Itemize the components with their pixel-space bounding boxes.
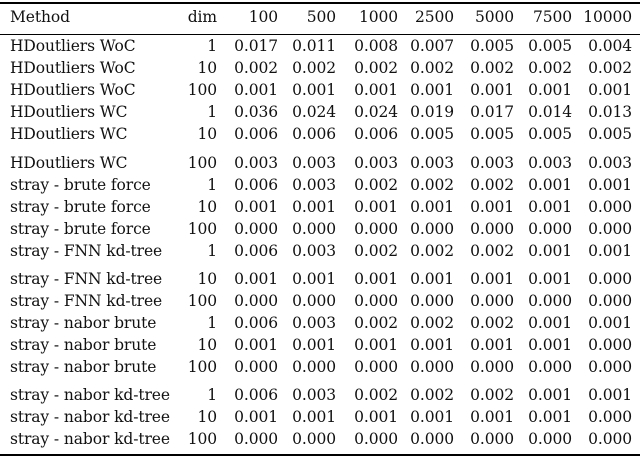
cell-n2500: 0.019 — [410, 103, 454, 121]
cell-method: HDoutliers WoC — [10, 59, 136, 77]
table-row — [0, 290, 640, 312]
cell-n1000: 0.002 — [354, 386, 398, 404]
cell-n10000: 0.000 — [588, 408, 632, 426]
cell-n100: 0.000 — [234, 358, 278, 376]
cell-n1000: 0.002 — [354, 59, 398, 77]
cell-n10000: 0.000 — [588, 220, 632, 238]
cell-n2500: 0.002 — [410, 242, 454, 260]
table-row — [0, 312, 640, 334]
cell-n500: 0.001 — [292, 198, 336, 216]
cell-n2500: 0.002 — [410, 386, 454, 404]
cell-n1000: 0.000 — [354, 220, 398, 238]
cell-n2500: 0.001 — [410, 198, 454, 216]
table-row — [0, 57, 640, 79]
cell-dim: 100 — [187, 358, 217, 376]
cell-n500: 0.003 — [292, 154, 336, 172]
cell-dim: 1 — [207, 386, 217, 404]
cell-method: stray - nabor kd-tree — [10, 408, 170, 426]
header-row — [0, 6, 640, 28]
cell-n500: 0.006 — [292, 125, 336, 143]
cell-n5000: 0.017 — [470, 103, 514, 121]
cell-n500: 0.002 — [292, 59, 336, 77]
cell-n5000: 0.002 — [470, 386, 514, 404]
header-dim: dim — [187, 8, 217, 26]
cell-n1000: 0.001 — [354, 336, 398, 354]
cell-n2500: 0.002 — [410, 176, 454, 194]
top-rule — [0, 2, 640, 4]
cell-n10000: 0.001 — [588, 176, 632, 194]
cell-n1000: 0.001 — [354, 408, 398, 426]
cell-dim: 10 — [197, 59, 217, 77]
cell-n500: 0.011 — [292, 37, 336, 55]
cell-n5000: 0.001 — [470, 198, 514, 216]
cell-n1000: 0.006 — [354, 125, 398, 143]
cell-n10000: 0.013 — [588, 103, 632, 121]
cell-n1000: 0.024 — [354, 103, 398, 121]
cell-n2500: 0.002 — [410, 314, 454, 332]
cell-n5000: 0.003 — [470, 154, 514, 172]
cell-n100: 0.001 — [234, 336, 278, 354]
table-row — [0, 79, 640, 101]
cell-method: HDoutliers WoC — [10, 37, 136, 55]
table-row — [0, 334, 640, 356]
cell-n100: 0.003 — [234, 154, 278, 172]
cell-dim: 1 — [207, 314, 217, 332]
cell-n7500: 0.001 — [528, 242, 572, 260]
cell-n5000: 0.002 — [470, 59, 514, 77]
cell-n100: 0.006 — [234, 176, 278, 194]
cell-method: stray - brute force — [10, 176, 151, 194]
cell-n1000: 0.003 — [354, 154, 398, 172]
cell-n5000: 0.000 — [470, 358, 514, 376]
cell-n7500: 0.001 — [528, 270, 572, 288]
cell-n500: 0.000 — [292, 220, 336, 238]
cell-n500: 0.003 — [292, 314, 336, 332]
cell-method: HDoutliers WC — [10, 154, 128, 172]
cell-n500: 0.024 — [292, 103, 336, 121]
cell-n500: 0.001 — [292, 81, 336, 99]
header-5000: 5000 — [474, 8, 514, 26]
cell-n2500: 0.001 — [410, 270, 454, 288]
cell-n100: 0.001 — [234, 198, 278, 216]
cell-n5000: 0.000 — [470, 220, 514, 238]
cell-n2500: 0.000 — [410, 430, 454, 448]
bottom-rule — [0, 454, 640, 456]
cell-n2500: 0.005 — [410, 125, 454, 143]
cell-dim: 1 — [207, 242, 217, 260]
cell-n10000: 0.000 — [588, 198, 632, 216]
cell-method: stray - FNN kd-tree — [10, 242, 163, 260]
cell-n100: 0.006 — [234, 314, 278, 332]
cell-n5000: 0.001 — [470, 408, 514, 426]
cell-n10000: 0.005 — [588, 125, 632, 143]
table-row — [0, 428, 640, 450]
cell-n2500: 0.001 — [410, 408, 454, 426]
cell-n500: 0.000 — [292, 430, 336, 448]
cell-method: HDoutliers WC — [10, 125, 128, 143]
cell-n7500: 0.001 — [528, 336, 572, 354]
cell-n5000: 0.005 — [470, 125, 514, 143]
header-10000: 10000 — [583, 8, 632, 26]
cell-dim: 1 — [207, 103, 217, 121]
cell-n2500: 0.000 — [410, 292, 454, 310]
cell-n5000: 0.000 — [470, 292, 514, 310]
cell-n10000: 0.000 — [588, 292, 632, 310]
cell-method: stray - FNN kd-tree — [10, 270, 163, 288]
cell-n2500: 0.003 — [410, 154, 454, 172]
table-row — [0, 174, 640, 196]
cell-n7500: 0.002 — [528, 59, 572, 77]
cell-n5000: 0.001 — [470, 336, 514, 354]
table-row — [0, 384, 640, 406]
cell-n10000: 0.000 — [588, 336, 632, 354]
cell-n10000: 0.001 — [588, 81, 632, 99]
cell-n100: 0.006 — [234, 242, 278, 260]
cell-n100: 0.000 — [234, 292, 278, 310]
cell-n500: 0.001 — [292, 408, 336, 426]
cell-n1000: 0.002 — [354, 242, 398, 260]
cell-n10000: 0.004 — [588, 37, 632, 55]
cell-n500: 0.000 — [292, 292, 336, 310]
cell-n7500: 0.000 — [528, 220, 572, 238]
table-row — [0, 123, 640, 145]
header-method: Method — [10, 8, 70, 26]
table-row — [0, 196, 640, 218]
cell-dim: 10 — [197, 125, 217, 143]
cell-dim: 100 — [187, 292, 217, 310]
cell-n1000: 0.000 — [354, 358, 398, 376]
cell-dim: 100 — [187, 81, 217, 99]
cell-dim: 10 — [197, 198, 217, 216]
cell-n5000: 0.002 — [470, 242, 514, 260]
cell-method: stray - nabor kd-tree — [10, 430, 170, 448]
cell-n100: 0.006 — [234, 125, 278, 143]
cell-n100: 0.000 — [234, 430, 278, 448]
cell-method: stray - nabor brute — [10, 336, 157, 354]
cell-dim: 10 — [197, 270, 217, 288]
cell-n1000: 0.000 — [354, 430, 398, 448]
cell-n7500: 0.001 — [528, 386, 572, 404]
cell-n7500: 0.001 — [528, 408, 572, 426]
cell-n5000: 0.002 — [470, 176, 514, 194]
cell-n10000: 0.001 — [588, 242, 632, 260]
cell-n100: 0.001 — [234, 270, 278, 288]
cell-method: stray - nabor kd-tree — [10, 386, 170, 404]
cell-n1000: 0.008 — [354, 37, 398, 55]
cell-dim: 1 — [207, 176, 217, 194]
cell-n2500: 0.000 — [410, 358, 454, 376]
cell-n7500: 0.003 — [528, 154, 572, 172]
cell-n5000: 0.001 — [470, 270, 514, 288]
header-1000: 1000 — [358, 8, 398, 26]
cell-n10000: 0.000 — [588, 270, 632, 288]
cell-n5000: 0.001 — [470, 81, 514, 99]
cell-method: stray - brute force — [10, 198, 151, 216]
cell-n1000: 0.001 — [354, 198, 398, 216]
table-row — [0, 240, 640, 262]
cell-n2500: 0.007 — [410, 37, 454, 55]
cell-n500: 0.000 — [292, 358, 336, 376]
cell-n7500: 0.000 — [528, 430, 572, 448]
cell-n500: 0.001 — [292, 336, 336, 354]
cell-n7500: 0.000 — [528, 292, 572, 310]
cell-n5000: 0.005 — [470, 37, 514, 55]
cell-dim: 1 — [207, 37, 217, 55]
cell-n1000: 0.002 — [354, 314, 398, 332]
cell-n2500: 0.001 — [410, 336, 454, 354]
cell-n7500: 0.001 — [528, 81, 572, 99]
table-row — [0, 35, 640, 57]
cell-n100: 0.001 — [234, 81, 278, 99]
cell-method: stray - nabor brute — [10, 358, 157, 376]
table-row — [0, 268, 640, 290]
cell-n10000: 0.001 — [588, 314, 632, 332]
cell-method: stray - nabor brute — [10, 314, 157, 332]
cell-dim: 100 — [187, 154, 217, 172]
table-row — [0, 218, 640, 240]
header-2500: 2500 — [414, 8, 454, 26]
cell-n1000: 0.001 — [354, 270, 398, 288]
cell-n10000: 0.002 — [588, 59, 632, 77]
table-row — [0, 406, 640, 428]
cell-n500: 0.003 — [292, 242, 336, 260]
cell-method: stray - FNN kd-tree — [10, 292, 163, 310]
cell-n7500: 0.000 — [528, 358, 572, 376]
cell-n7500: 0.005 — [528, 37, 572, 55]
cell-n100: 0.006 — [234, 386, 278, 404]
cell-n7500: 0.005 — [528, 125, 572, 143]
table-row — [0, 152, 640, 174]
cell-n7500: 0.001 — [528, 314, 572, 332]
cell-n10000: 0.001 — [588, 386, 632, 404]
cell-n7500: 0.001 — [528, 176, 572, 194]
cell-n100: 0.002 — [234, 59, 278, 77]
cell-n100: 0.036 — [234, 103, 278, 121]
cell-n5000: 0.000 — [470, 430, 514, 448]
cell-method: stray - brute force — [10, 220, 151, 238]
table-row — [0, 101, 640, 123]
cell-n2500: 0.002 — [410, 59, 454, 77]
cell-n1000: 0.000 — [354, 292, 398, 310]
cell-n100: 0.000 — [234, 220, 278, 238]
cell-method: HDoutliers WC — [10, 103, 128, 121]
cell-dim: 10 — [197, 408, 217, 426]
cell-n7500: 0.014 — [528, 103, 572, 121]
cell-dim: 100 — [187, 220, 217, 238]
cell-n2500: 0.001 — [410, 81, 454, 99]
cell-n1000: 0.001 — [354, 81, 398, 99]
cell-n10000: 0.003 — [588, 154, 632, 172]
cell-n2500: 0.000 — [410, 220, 454, 238]
header-500: 500 — [306, 8, 336, 26]
cell-method: HDoutliers WoC — [10, 81, 136, 99]
cell-n7500: 0.001 — [528, 198, 572, 216]
cell-n10000: 0.000 — [588, 430, 632, 448]
cell-n100: 0.001 — [234, 408, 278, 426]
cell-dim: 100 — [187, 430, 217, 448]
header-100: 100 — [248, 8, 278, 26]
cell-n5000: 0.002 — [470, 314, 514, 332]
cell-n500: 0.003 — [292, 386, 336, 404]
header-7500: 7500 — [532, 8, 572, 26]
cell-n10000: 0.000 — [588, 358, 632, 376]
cell-dim: 10 — [197, 336, 217, 354]
cell-n500: 0.001 — [292, 270, 336, 288]
table-row — [0, 356, 640, 378]
cell-n1000: 0.002 — [354, 176, 398, 194]
cell-n100: 0.017 — [234, 37, 278, 55]
cell-n500: 0.003 — [292, 176, 336, 194]
